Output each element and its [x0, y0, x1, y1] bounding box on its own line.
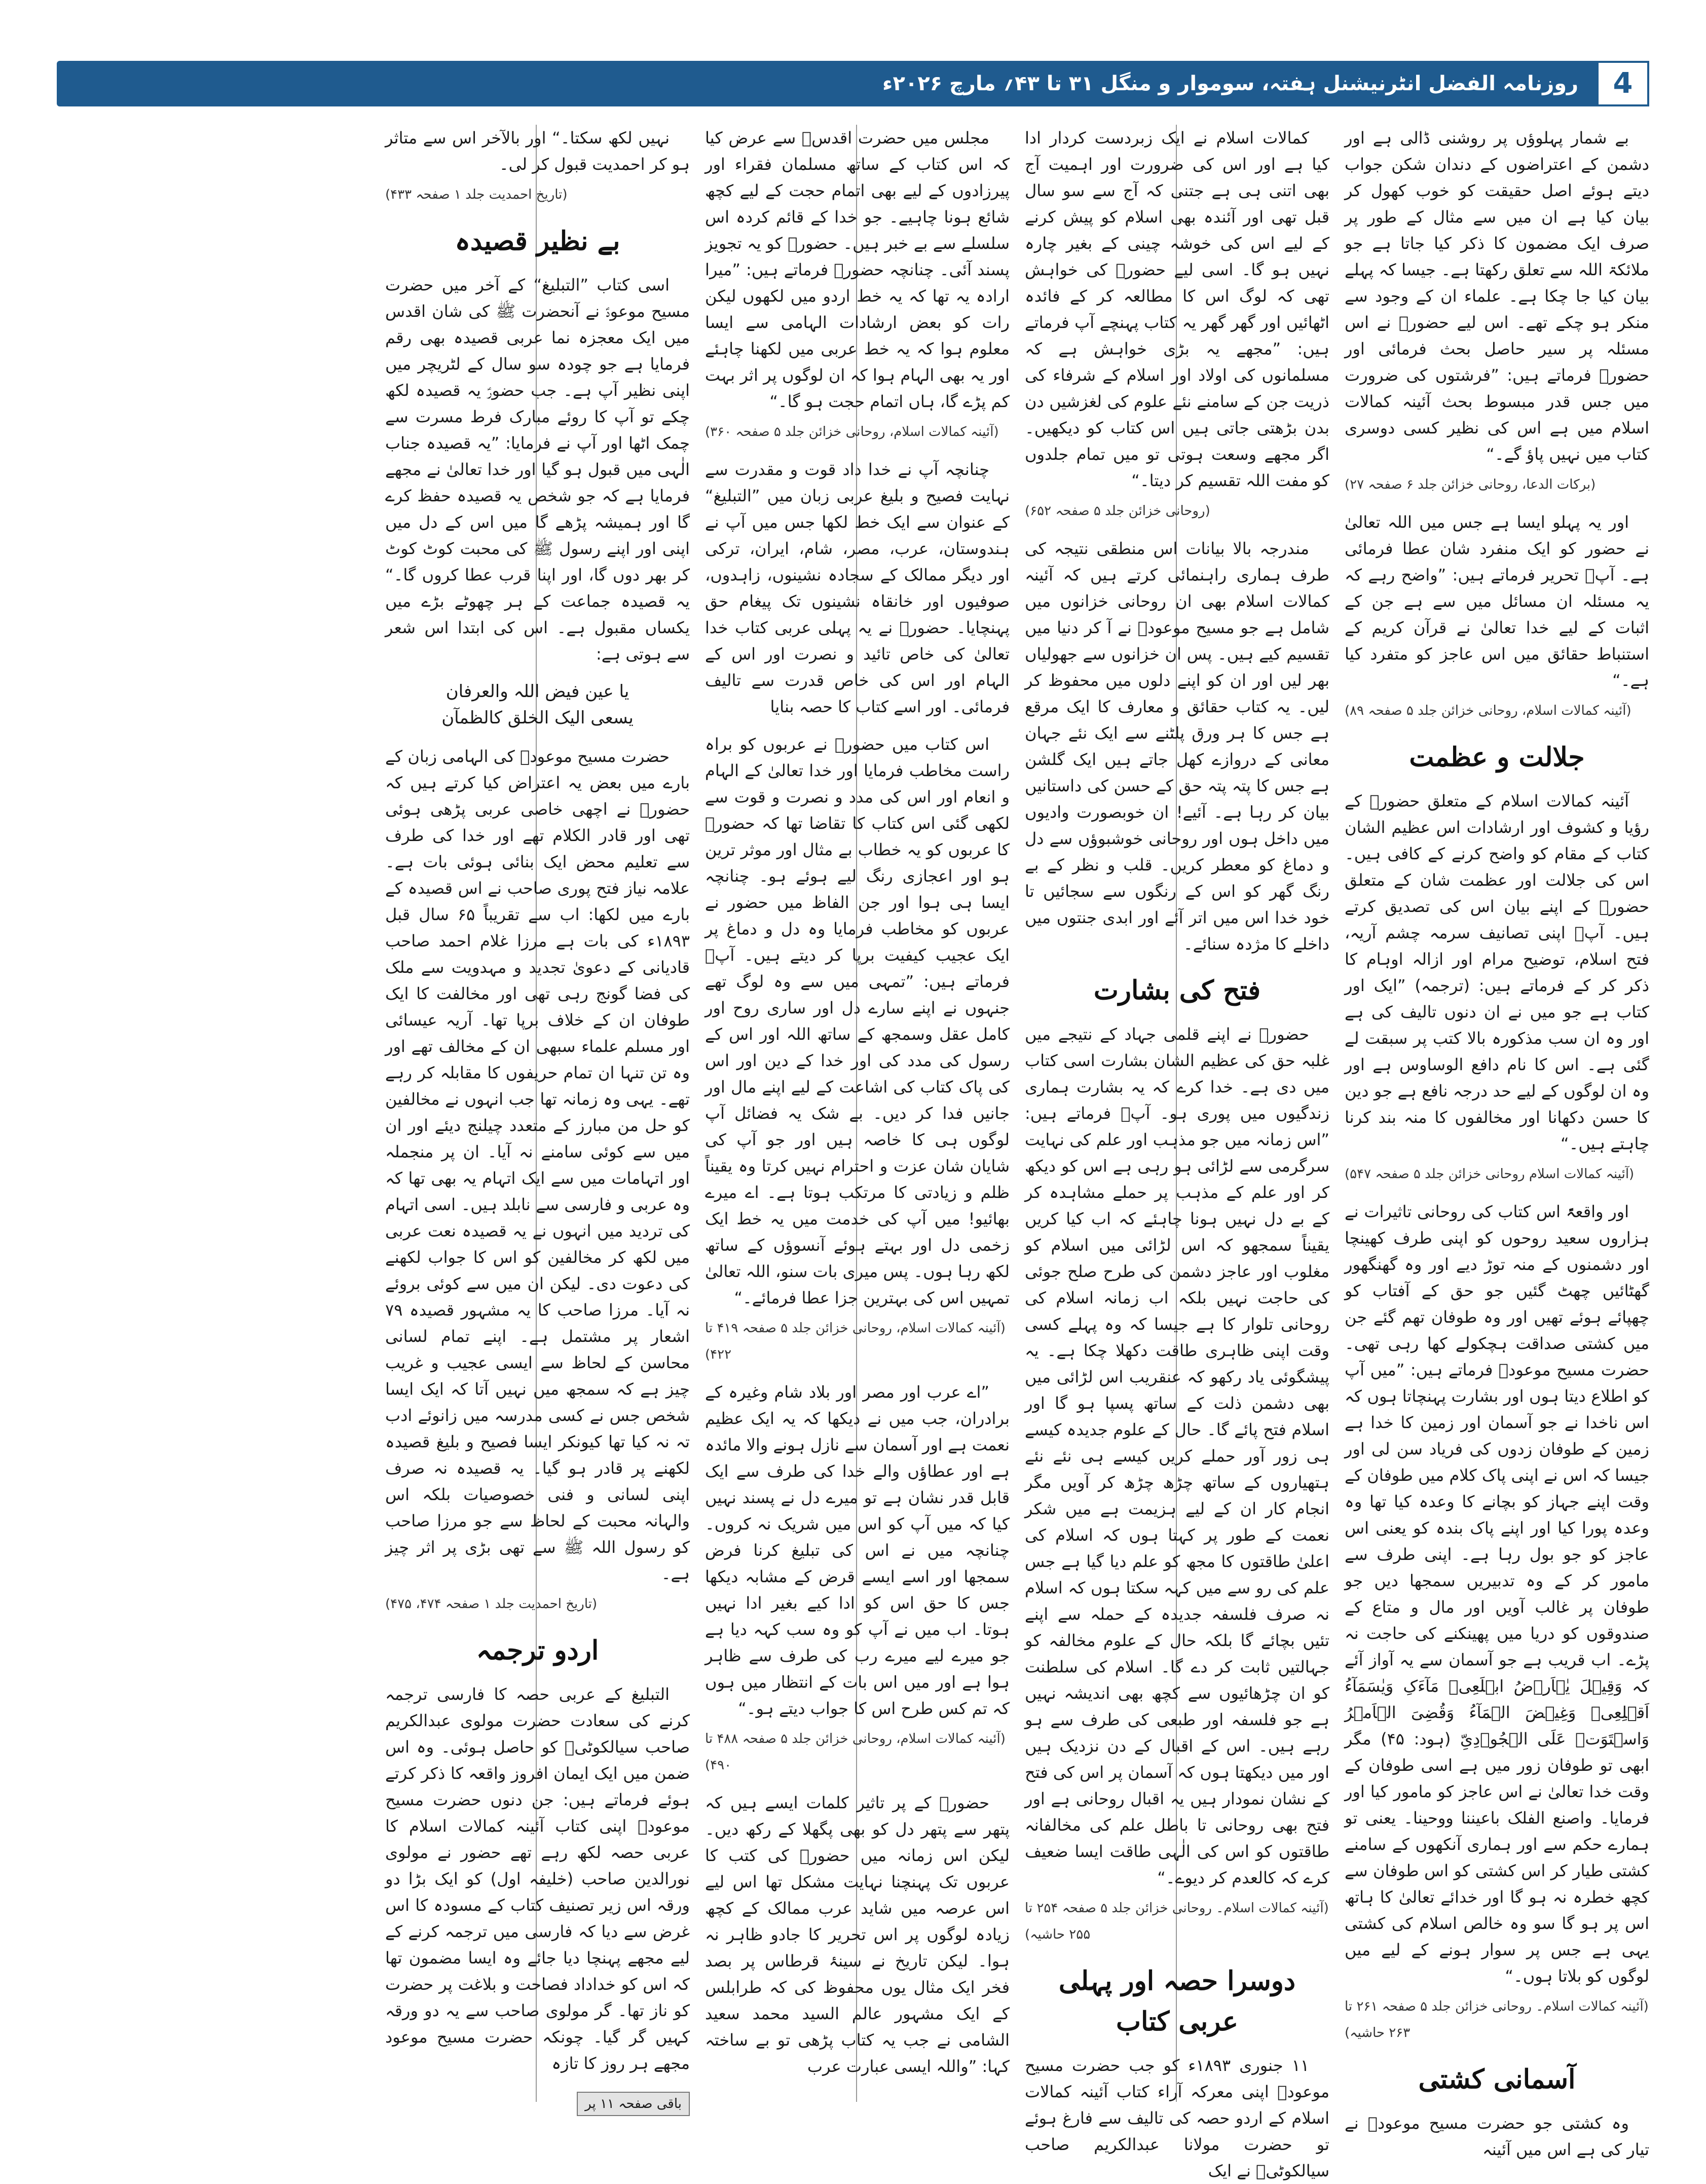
reference: (برکات الدعا، روحانی خزائن جلد ۶ صفحہ ۲۷): [1345, 477, 1596, 492]
reference: (آئینہ کمالات اسلام روحانی خزائن جلد ۵ صفحہ ۵۴۷): [1345, 1167, 1635, 1182]
paragraph: کمالات اسلام نے ایک زبردست کردار ادا کیا ہے اور اس کی ضرورت اور اہمیت آج بھی اتنی ہی ہے جتنی کہ آج سے سو سال قبل تھی اور آئندہ بھی اسلام کو پیش کرنے کے لیے اس کی خوشہ چینی کے بغیر چارہ نہیں ہو گا۔ اسی لیے حضورؑ کی خواہش تھی کہ لوگ اس کا مطالعہ کر کے فائدہ اٹھائیں اور گھر گھر یہ کتاب پہنچے آپ فرماتے ہیں: ”مجھے یہ بڑی خواہش ہے کہ مسلمانوں کی اولاد اور اسلام کے شرفاء کی ذریت جن کے سامنے نئے علوم کی لغزشیں دن بدن بڑھتی جاتی ہیں اس کتاب کو دیکھیں۔ اگر مجھے وسعت ہوتی تو میں تمام جلدوں کو مفت اللہ تقسیم کر دیتا۔“: [1025, 128, 1329, 490]
section-heading-jalalat: جلالت و عظمت: [1409, 742, 1585, 773]
article-columns: [57, 125, 1650, 2180]
paragraph: مجلس میں حضرت اقدسؑ سے عرض کیا کہ اس کتاب کے ساتھ مسلمان فقراء اور پیرزادوں کے لیے بھی اتمام حجت کے لیے کچھ شائع ہونا چاہیے۔ جو خدا کے قائم کردہ اس سلسلے سے بے خبر ہیں۔ حضورؑ کو یہ تجویز پسند آئی۔ چنانچہ حضورؑ فرماتے ہیں: ”میرا ارادہ یہ تھا کہ یہ خط اردو میں لکھوں لیکن رات کو بعض ارشادات الہامی سے ایسا معلوم ہوا کہ یہ خط عربی میں لکھنا چاہئے اور یہ بھی الہام ہوا کہ ان لوگوں پر اثر بہت کم پڑے گا، ہاں اتمام حجت ہو گا۔“: [705, 128, 1010, 411]
section-heading-kashti: آسمانی کشتی: [1418, 2064, 1576, 2095]
reference: (آئینہ کمالات اسلام۔ روحانی خزائن جلد ۵ صفحہ ۲۶۱ تا ۲۶۳ حاشیہ): [1345, 1999, 1649, 2041]
paragraph: حضورؑ کے پر تاثیر کلمات ایسے ہیں کہ پتھر سے پتھر دل کو بھی پگھلا کے رکھ دیں۔ لیکن اس زمانہ میں حضورؑ کی کتب کا عربوں تک پہنچنا نہایت مشکل تھا اس لیے اس عرصہ میں شاید عرب ممالک کے کچھ زیادہ لوگوں پر اس تحریر کا جادو ظاہر نہ ہوا۔ لیکن تاریخ نے سینۂ قرطاس پر بصد فخر ایک مثال یوں محفوظ کی کہ طرابلس کے ایک مشہور عالم السید محمد سعید الشامی نے جب یہ کتاب پڑھی تو بے ساختہ کہا: ”واللہ ایسی عبارت عرب: [705, 1793, 1010, 2076]
paragraph: ۱۱ جنوری ۱۸۹۳ء کو جب حضرت مسیح موعودؑ اپنی معرکہ آراء کتاب آئینہ کمالات اسلام کے اردو حصہ کی تالیف سے فارغ ہوئے تو حضرت مولانا عبدالکریم صاحب سیالکوٹیؓ نے ایک: [1025, 2056, 1329, 2180]
paragraph: چنانچہ آپ نے خدا داد قوت و مقدرت سے نہایت فصیح و بلیغ عربی زبان میں ”التبلیغ“ کے عنوان سے ایک خط لکھا جس میں آپ نے ہندوستان، عرب، مصر، شام، ایران، ترکی اور دیگر ممالک کے سجادہ نشینوں، زاہدوں، صوفیوں اور خانقاہ نشینوں تک پیغام حق پہنچایا۔ حضورؑ نے یہ پہلی عربی کتاب خدا تعالیٰ کی خاص تائید و نصرت اور اس کے الہام اور اس کی خاص قدرت سے تالیف فرمائی۔ اور اسے کتاب کا حصہ بنایا: [705, 460, 1010, 716]
masthead-title: روزنامہ الفضل انٹرنیشنل ہفتہ، سوموار و منگل ۳۱ تا ۴۳؍ مارچ ۲۰۲۶ء: [882, 72, 1578, 95]
column-1: [1345, 125, 1650, 2159]
reference: (تاریخ احمدیت جلد ۱ صفحہ ۴۳۳): [385, 187, 568, 202]
reference: (تاریخ احمدیت جلد ۱ صفحہ ۴۷۴، ۴۷۵): [385, 1596, 598, 1612]
paragraph: بے شمار پہلوؤں پر روشنی ڈالی ہے اور دشمن کے اعتراضوں کے دندان شکن جواب دیتے ہوئے اصل حقیقت کو خوب کھول کر بیان کیا ہے ان میں سے مثال کے طور پر صرف ایک مضمون کا ذکر کیا جاتا ہے جو ملائکۃ اللہ سے تعلق رکھتا ہے۔ جیسا کہ پہلے بیان کیا جا چکا ہے۔ علماء ان کے وجود سے منکر ہو چکے تھے۔ اس لیے حضورؑ نے اس مسئلہ پر سیر حاصل بحث فرمائی اور حضورؑ فرماتے ہیں: ”فرشتوں کی ضرورت میں جس قدر مبسوط بحث آئینہ کمالات اسلام میں ہے اس کی نظیر کسی دوسری کتاب میں نہیں پاؤ گے۔“: [1345, 128, 1649, 464]
reference: (روحانی خزائن جلد ۵ صفحہ ۶۵۲): [1025, 503, 1210, 519]
section-heading-urdu-tarjuma: اردو ترجمہ: [476, 1635, 599, 1666]
paragraph: حضرت مسیح موعودؑ کی الہامی زبان کے بارے میں بعض یہ اعتراض کیا کرتے ہیں کہ حضورؑ نے اچھی خاصی عربی پڑھی ہوئی تھی اور قادر الکلام تھے اور خدا کی طرف سے تعلیم محض ایک بنائی ہوئی بات ہے۔ علامہ نیاز فتح پوری صاحب نے اس قصیدہ کے بارے میں لکھا: اب سے تقریباً ۶۵ سال قبل ۱۸۹۳ء کی بات ہے مرزا غلام احمد صاحب قادیانی کے دعویٰ تجدید و مہدویت سے ملک کی فضا گونج رہی تھی اور مخالفت کا ایک طوفان ان کے خلاف برپا تھا۔ آریہ عیسائی اور مسلم علماء سبھی ان کے مخالف تھے اور وہ تن تنہا ان تمام حریفوں کا مقابلہ کر رہے تھے۔ یہی وہ زمانہ تھا جب انہوں نے مخالفین کو حل من مبارز کے متعدد چیلنج دیئے اور ان میں سے کوئی سامنے نہ آیا۔ ان پر منجملہ اور اتہامات میں سے ایک اتہام یہ بھی تھا کہ وہ عربی و فارسی سے نابلد ہیں۔ اسی اتہام کی تردید میں انہوں نے یہ قصیدہ نعت عربی میں لکھ کر مخالفین کو اس کا جواب لکھنے کی دعوت دی۔ لیکن ان میں سے کوئی بروئے نہ آیا۔ مرزا صاحب کا یہ مشہور قصیدہ ۷۹ اشعار پر مشتمل ہے۔ اپنے تمام لسانی محاسن کے لحاظ سے ایسی عجیب و غریب چیز ہے کہ سمجھ میں نہیں آتا کہ ایک ایسا شخص جس نے کسی مدرسہ میں زانوئے ادب تہ نہ کیا تھا کیونکر ایسا فصیح و بلیغ قصیدہ لکھنے پر قادر ہو گیا۔ یہ قصیدہ نہ صرف اپنی لسانی و فنی خصوصیات بلکہ اس والہانہ محبت کے لحاظ سے جو مرزا صاحب کو رسول اللہ ﷺ سے تھی بڑی پر اثر چیز ہے۔: [385, 747, 690, 1583]
arabic-verse: [385, 678, 690, 731]
paragraph: نہیں لکھ سکتا۔“ اور بالآخر اس سے متاثر ہو کر احمدیت قبول کر لی۔: [385, 128, 690, 174]
reference: (آئینہ کمالات اسلام۔ روحانی خزائن جلد ۵ صفحہ ۲۵۴ تا ۲۵۵ حاشیہ): [1025, 1901, 1329, 1942]
page-number: 4: [1597, 61, 1649, 106]
verse-line: یا عین فیض اللہ والعرفان: [446, 681, 629, 702]
reference: (آئینہ کمالات اسلام، روحانی خزائن جلد ۵ صفحہ ۸۹): [1345, 703, 1631, 718]
reference: (آئینہ کمالات اسلام، روحانی خزائن جلد ۵ صفحہ ۴۱۹ تا ۴۲۲): [705, 1321, 1006, 1362]
paragraph: آئینہ کمالات اسلام کے متعلق حضورؑ کے رؤیا و کشوف اور ارشادات اس عظیم الشان کتاب کے مقام کو واضح کرنے کے کافی ہیں۔ اس کی جلالت اور عظمت شان کے متعلق حضورؑ کے اپنے بیان اس کی تصدیق کرتے ہیں۔ آپؑ اپنی تصانیف سرمہ چشم آریہ، فتح اسلام، توضیح مرام اور ازالہ اوہام کا ذکر کر کے فرماتے ہیں: (ترجمہ) ”ایک اور کتاب ہے جو میں نے ان دنوں تالیف کی ہے اور وہ ان سب مذکورہ بالا کتب پر سبقت لے گئی ہے۔ اس کا نام دافع الوساوس ہے اور وہ ان لوگوں کے لیے حد درجہ نافع ہے جو دین کا حسن دکھانا اور مخالفوں کا منہ بند کرنا چاہتے ہیں۔“: [1345, 791, 1649, 1153]
paragraph: مندرجہ بالا بیانات اس منطقی نتیجہ کی طرف ہماری راہنمائی کرتے ہیں کہ آئینہ کمالات اسلام بھی ان روحانی خزانوں میں شامل ہے جو مسیح موعودؑ نے آ کر دنیا میں تقسیم کیے ہیں۔ پس ان خزانوں سے جھولیاں بھر لیں اور ان کو اپنے دلوں میں محفوظ کر لیں۔ یہ کتاب حقائق و معارف کا ایک مرقع ہے جس کا ہر ورق پلٹنے سے ایک نئے جہان معانی کے دروازے کھل جاتے ہیں ایک گلشن ہے جس کا پتہ پتہ حق کے حسن کی داستانیں بیان کر رہا ہے۔ آئیے! ان خوبصورت وادیوں میں داخل ہوں اور روحانی خوشبوؤں سے دل و دماغ کو معطر کریں۔ قلب و نظر کے بے رنگ گھر کو اس کے رنگوں سے سجائیں تا خود خدا اس میں اتر آئے اور ابدی جنتوں میں داخلے کا مژدہ سنائے۔: [1025, 539, 1329, 954]
section-heading-fatah: فتح کی بشارت: [1093, 975, 1261, 1006]
paragraph: حضورؑ نے اپنے قلمی جہاد کے نتیجے میں غلبہ حق کی عظیم الشان بشارت اسی کتاب میں دی ہے۔ خدا کرے کہ یہ بشارت ہماری زندگیوں میں پوری ہو۔ آپؑ فرماتے ہیں: ”اس زمانہ میں جو مذہب اور علم کی نہایت سرگرمی سے لڑائی ہو رہی ہے اس کو دیکھ کر اور علم کے مذہب پر حملے مشاہدہ کر کے بے دل نہیں ہونا چاہئے کہ اب کیا کریں یقیناً سمجھو کہ اس لڑائی میں اسلام کو مغلوب اور عاجز دشمن کی طرح صلح جوئی کی حاجت نہیں بلکہ اب زمانہ اسلام کی روحانی تلوار کا ہے جیسا کہ وہ پہلے کسی وقت اپنی ظاہری طاقت دکھلا چکا ہے۔ یہ پیشگوئی یاد رکھو کہ عنقریب اس لڑائی میں بھی دشمن ذلت کے ساتھ پسپا ہو گا اور اسلام فتح پائے گا۔ حال کے علوم جدیدہ کیسے ہی زور آور حملے کریں کیسے ہی نئے نئے ہتھیاروں کے ساتھ چڑھ چڑھ کر آویں مگر انجام کار ان کے لیے ہزیمت ہے میں شکر نعمت کے طور پر کہتا ہوں کہ اسلام کی اعلیٰ طاقتوں کا مجھ کو علم دیا گیا ہے جس علم کی رو سے میں کہہ سکتا ہوں کہ اسلام نہ صرف فلسفہ جدیدہ کے حملہ سے اپنے تئیں بچائے گا بلکہ حال کے علوم مخالفہ کو جہالتیں ثابت کر دے گا۔ اسلام کی سلطنت کو ان چڑھائیوں سے کچھ بھی اندیشہ نہیں ہے جو فلسفہ اور طبعی کی طرف سے ہو رہے ہیں۔ اس کے اقبال کے دن نزدیک ہیں اور میں دیکھتا ہوں کہ آسمان پر اس کی فتح کے نشان نمودار ہیں یہ اقبال روحانی ہے اور فتح بھی روحانی تا باطل علم کی مخالفانہ طاقتوں کو اس کی الٰہی طاقت ایسا ضعیف کرے کہ کالعدم کر دیوے۔“: [1025, 1025, 1329, 1887]
paragraph: اور یہ پہلو ایسا ہے جس میں اللہ تعالیٰ نے حضور کو ایک منفرد شان عطا فرمائی ہے۔ آپؑ تحریر فرماتے ہیں: ”واضح رہے کہ یہ مسئلہ ان مسائل میں سے ہے جن کے اثبات کے لیے خدا تعالیٰ نے قرآن کریم کے استنباط حقائق میں اس عاجز کو متفرد کیا ہے۔“: [1345, 513, 1649, 690]
section-heading-dusra-hissa: دوسرا حصہ اور پہلی عربی کتاب: [1058, 1965, 1296, 2037]
column-2: [1025, 125, 1329, 2180]
reference: (آئینہ کمالات اسلام، روحانی خزائن جلد ۵ صفحہ ۴۸۸ تا ۴۹۰): [705, 1731, 1006, 1773]
paragraph: اسی کتاب ”التبلیغ“ کے آخر میں حضرت مسیح موعودؑ نے آنحضرت ﷺ کی شان اقدس میں ایک معجزہ نما عربی قصیدہ بھی رقم فرمایا ہے جو چودہ سو سال کے لٹریچر میں اپنی نظیر آپ ہے۔ جب حضورؑ یہ قصیدہ لکھ چکے تو آپ کا روئے مبارک فرط مسرت سے چمک اٹھا اور آپ نے فرمایا: ”یہ قصیدہ جناب الٰہی میں قبول ہو گیا اور خدا تعالیٰ نے مجھے فرمایا ہے کہ جو شخص یہ قصیدہ حفظ کرے گا اور ہمیشہ پڑھے گا میں اس کے دل میں اپنی اور اپنے رسول ﷺ کی محبت کوٹ کوٹ کر بھر دوں گا، اور اپنا قرب عطا کروں گا۔“ یہ قصیدہ جماعت کے ہر چھوٹے بڑے میں یکساں مقبول ہے۔ اس کی ابتدا اس شعر سے ہوتی ہے:: [385, 275, 690, 664]
paragraph: اور واقعۃً اس کتاب کی روحانی تاثیرات نے ہزاروں سعید روحوں کو اپنی طرف کھینچا اور دشمنوں کے منہ توڑ دیے اور وہ گھنگھور گھٹائیں چھٹ گئیں جو حق کے آفتاب کو چھپائے ہوئے تھیں اور وہ طوفان تھم گئے جن میں کشتی صداقت ہچکولے کھا رہی تھی۔ حضرت مسیح موعودؑ فرماتے ہیں: ”میں آپ کو اطلاع دیتا ہوں اور بشارت پہنچاتا ہوں کہ اس ناخدا نے جو آسمان اور زمین کا خدا ہے زمین کے طوفان زدوں کی فریاد سن لی اور جیسا کہ اس نے اپنی پاک کلام میں طوفان کے وقت اپنے جہاز کو بچانے کا وعدہ کیا تھا وہ وعدہ پورا کیا اور اپنے پاک بندہ کو یعنی اس عاجز کو جو بول رہا ہے۔ اپنی طرف سے مامور کر کے وہ تدبیریں سمجھا دیں جو طوفان پر غالب آویں اور مال و متاع کے صندوقوں کو دریا میں پھینکنے کی حاجت نہ پڑے۔ اب قریب ہے جو آسمان سے یہ آواز آئے کہ وَقِیۡلَ یٰۤاَرۡضُ ابۡلَعِیۡ مَآءَکِ وَیٰسَمَآءُ اَقۡلِعِیۡ وَغِیۡضَ الۡمَآءُ وَقُضِیَ الۡاَمۡرُ وَاسۡتَوَتۡ عَلَی الۡجُوۡدِیِّ (ہود: ۴۵) مگر ابھی تو طوفان زور میں ہے اسی طوفان کے وقت خدا تعالیٰ نے اس عاجز کو مامور کیا اور فرمایا۔ واصنع الفلک باعیننا ووحینا۔ یعنی تو ہمارے حکم سے اور ہماری آنکھوں کے سامنے کشتی طیار کر اس کشتی کو اس طوفان سے کچھ خطرہ نہ ہو گا اور خدائے تعالیٰ کا ہاتھ اس پر ہو گا سو وہ خالص اسلام کی کشتی یہی ہے جس پر سوار ہونے کے لیے میں لوگوں کو بلاتا ہوں۔“: [1345, 1202, 1650, 1986]
paragraph: ”اے عرب اور مصر اور بلاد شام وغیرہ کے برادران، جب میں نے دیکھا کہ یہ ایک عظیم نعمت ہے اور آسمان سے نازل ہونے والا مائدہ ہے اور عطاؤں والے خدا کی طرف سے ایک قابل قدر نشان ہے تو میرے دل نے پسند نہیں کیا کہ میں آپ کو اس میں شریک نہ کروں۔ چنانچہ میں نے اس کی تبلیغ کرنا فرض سمجھا اور اسے ایسے قرض کے مشابہ دیکھا جس کا حق اس کو ادا کیے بغیر ادا نہیں ہوتا۔ اب میں نے آپ کو وہ سب کہہ دیا ہے جو میرے لیے میرے رب کی طرف سے ظاہر ہوا ہے اور میں اس بات کے انتظار میں ہوں کہ تم کس طرح اس کا جواب دیتے ہو۔“: [705, 1382, 1010, 1718]
verse-line: یسعی الیک الخلق کالظمآن: [441, 708, 634, 728]
continued-on-page-link[interactable]: باقی صفحہ ۱۱ پر: [577, 2092, 690, 2116]
section-heading-qasida: بے نظیر قصیدہ: [455, 226, 620, 257]
masthead: [57, 61, 1649, 106]
column-3: [705, 125, 1010, 2102]
paragraph: التبلیغ کے عربی حصہ کا فارسی ترجمہ کرنے کی سعادت حضرت مولوی عبدالکریم صاحب سیالکوٹیؓ کو حاصل ہوئی۔ وہ اس ضمن میں ایک ایمان افروز واقعہ کا ذکر کرتے ہوئے فرماتے ہیں: جن دنوں حضرت مسیح موعودؑ اپنی کتاب آئینہ کمالات اسلام کا عربی حصہ لکھ رہے تھے حضور نے مولوی نورالدین صاحب (خلیفہ اول) کو ایک بڑا دو ورقہ اس زیر تصنیف کتاب کے مسودہ کا اس غرض سے دیا کہ فارسی میں ترجمہ کرنے کے لیے مجھے پہنچا دیا جائے وہ ایسا مضمون تھا کہ اس کو خداداد فصاحت و بلاغت پر حضرت کو ناز تھا۔ گر مولوی صاحب سے یہ دو ورقہ کہیں گر گیا۔ چونکہ حضرت مسیح موعود مجھے ہر روز کا تازہ: [385, 1685, 690, 2073]
column-4: [385, 125, 690, 2112]
paragraph: اس کتاب میں حضورؑ نے عربوں کو براہ راست مخاطب فرمایا اور خدا تعالیٰ کے الہام و انعام اور اس کی مدد و نصرت و قوت سے لکھی گئی اس کتاب کا تقاضا تھا کہ حضورؑ کا عربوں کو یہ خطاب بے مثال اور موثر ترین ہو اور اعجازی رنگ لیے ہوئے ہو۔ چنانچہ ایسا ہی ہوا اور جن الفاظ میں حضور نے عربوں کو مخاطب فرمایا وہ دل و دماغ پر ایک عجیب کیفیت برپا کر دیتے ہیں۔ آپؑ فرماتے ہیں: ”تمہی میں سے وہ لوگ تھے جنہوں نے اپنے سارے دل اور ساری روح اور کامل عقل وسمجھ کے ساتھ اللہ اور اس کے رسول کی مدد کی اور خدا کے دین اور اس کی پاک کتاب کی اشاعت کے لیے اپنے مال اور جانیں فدا کر دیں۔ بے شک یہ فضائل آپ لوگوں ہی کا خاصہ ہیں اور جو آپ کی شایان شان عزت و احترام نہیں کرتا وہ یقیناً ظلم و زیادتی کا مرتکب ہوتا ہے۔ اے میرے بھائیو! میں آپ کی خدمت میں یہ خط ایک زخمی دل اور بہتے ہوئے آنسوؤں کے ساتھ لکھ رہا ہوں۔ پس میری بات سنو، اللہ تعالیٰ تمہیں اس کی بہترین جزا عطا فرمائے۔“: [705, 735, 1010, 1307]
reference: (آئینہ کمالات اسلام، روحانی خزائن جلد ۵ صفحہ ۳۶۰): [705, 424, 999, 440]
paragraph: وہ کشتی جو حضرت مسیح موعودؑ نے تیار کی ہے اس میں آئینہ: [1345, 2114, 1649, 2159]
